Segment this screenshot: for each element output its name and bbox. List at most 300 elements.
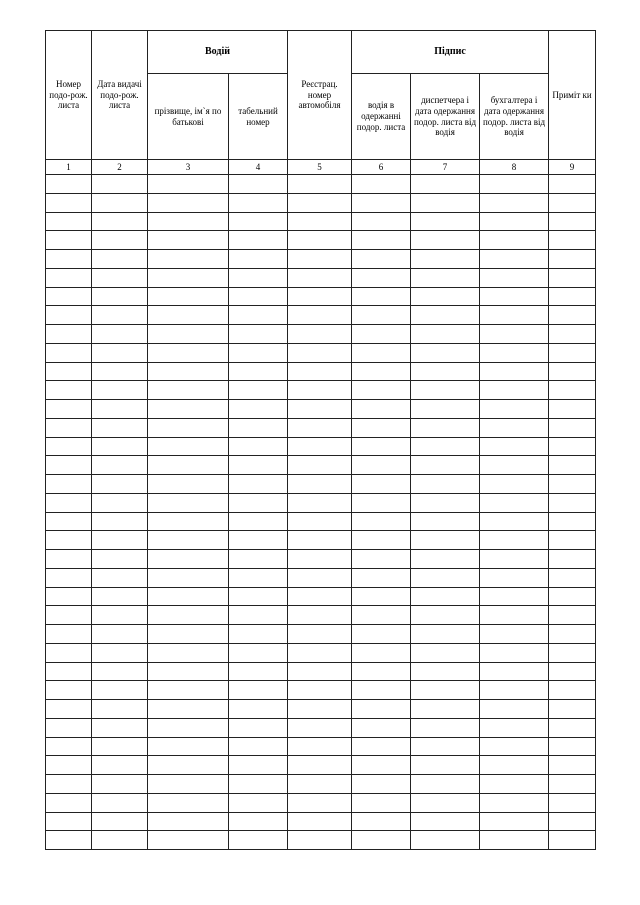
table-cell [229,175,288,194]
table-cell [549,587,596,606]
table-cell [480,231,549,250]
table-cell [148,512,229,531]
table-cell [229,550,288,569]
table-row [46,831,596,850]
table-cell [288,625,352,644]
table-row [46,606,596,625]
table-cell [411,493,480,512]
header-signature-group [352,31,549,74]
table-cell [288,193,352,212]
table-row [46,456,596,475]
table-cell [148,718,229,737]
table-row [46,362,596,381]
table-row [46,343,596,362]
table-cell [549,437,596,456]
header-signature-group-label: Підпис [434,46,466,57]
header-waybill-number [46,31,92,160]
table-cell [92,437,148,456]
table-cell [549,756,596,775]
table-cell [352,812,411,831]
table-cell [480,662,549,681]
table-cell [148,306,229,325]
table-row [46,250,596,269]
table-cell [480,700,549,719]
header-sign-dispatcher [411,74,480,160]
table-cell [92,550,148,569]
table-row [46,793,596,812]
table-cell [549,381,596,400]
table-cell [92,493,148,512]
table-cell [549,681,596,700]
table-cell [92,306,148,325]
table-cell [411,512,480,531]
table-cell [480,306,549,325]
header-driver-personnel-number-label: табельний номер [238,105,278,127]
table-cell [46,531,92,550]
table-cell [288,437,352,456]
table-cell [92,212,148,231]
table-cell [229,250,288,269]
table-cell [549,531,596,550]
table-cell [480,418,549,437]
table-cell [480,212,549,231]
table-cell [411,231,480,250]
table-cell [92,362,148,381]
table-cell [288,700,352,719]
table-cell [92,625,148,644]
table-cell [288,268,352,287]
table-cell [411,418,480,437]
table-row [46,175,596,194]
table-cell [480,175,549,194]
table-cell [288,400,352,419]
column-number: 8 [480,160,549,175]
table-cell [229,231,288,250]
table-row [46,550,596,569]
table-cell [92,775,148,794]
table-cell [480,437,549,456]
table-cell [92,268,148,287]
table-cell [229,400,288,419]
table-cell [46,475,92,494]
table-cell [411,718,480,737]
header-vehicle-reg-number-label: Реєстрац. номер автомобіля [298,78,341,111]
table-cell [148,643,229,662]
table-cell [480,325,549,344]
table-cell [229,512,288,531]
header-issue-date [92,31,148,160]
table-cell [229,287,288,306]
table-cell [229,812,288,831]
table-cell [480,587,549,606]
table-cell [411,643,480,662]
table-cell [46,793,92,812]
table-cell [411,587,480,606]
header-waybill-number-label: Номер подо-рож. листа [49,78,88,111]
table-cell [411,287,480,306]
table-cell [229,325,288,344]
table-cell [549,231,596,250]
table-cell [148,625,229,644]
table-cell [148,812,229,831]
table-cell [148,175,229,194]
table-cell [46,381,92,400]
table-cell [148,418,229,437]
table-cell [352,718,411,737]
table-cell [46,775,92,794]
table-cell [148,756,229,775]
table-cell [288,812,352,831]
table-cell [549,475,596,494]
table-cell [549,212,596,231]
table-cell [288,531,352,550]
table-cell [352,531,411,550]
table-cell [549,250,596,269]
table-row [46,643,596,662]
table-cell [46,831,92,850]
header-sign-accountant [480,74,549,160]
table-cell [288,212,352,231]
table-cell [288,418,352,437]
table-cell [352,212,411,231]
table-cell [46,250,92,269]
table-cell [288,587,352,606]
column-number: 5 [288,160,352,175]
table-cell [288,475,352,494]
table-cell [46,400,92,419]
header-sign-driver-label: водія в одержанні подор. листа [356,100,406,132]
table-cell [549,793,596,812]
table-cell [229,700,288,719]
table-cell [148,681,229,700]
table-row [46,287,596,306]
table-cell [229,193,288,212]
table-cell [411,700,480,719]
table-cell [549,700,596,719]
table-cell [148,287,229,306]
table-cell [480,362,549,381]
table-cell [411,362,480,381]
table-cell [549,737,596,756]
table-cell [352,325,411,344]
table-cell [411,812,480,831]
table-cell [411,325,480,344]
table-cell [352,681,411,700]
table-cell [46,231,92,250]
table-cell [92,587,148,606]
column-number: 2 [92,160,148,175]
table-cell [148,700,229,719]
table-cell [411,531,480,550]
table-cell [148,362,229,381]
table-cell [480,493,549,512]
table-cell [480,625,549,644]
table-cell [46,268,92,287]
table-cell [46,362,92,381]
table-cell [92,250,148,269]
table-cell [92,231,148,250]
table-cell [148,550,229,569]
table-cell [352,193,411,212]
table-cell [92,287,148,306]
table-cell [46,737,92,756]
table-cell [480,475,549,494]
table-cell [411,250,480,269]
table-cell [46,681,92,700]
table-cell [229,437,288,456]
table-cell [148,775,229,794]
table-cell [352,362,411,381]
table-cell [411,475,480,494]
table-cell [46,587,92,606]
table-cell [148,193,229,212]
table-cell [288,362,352,381]
table-cell [411,606,480,625]
table-cell [480,643,549,662]
table-cell [229,568,288,587]
table-cell [288,606,352,625]
table-cell [288,325,352,344]
table-cell [46,625,92,644]
table-cell [480,550,549,569]
table-cell [549,512,596,531]
table-cell [352,625,411,644]
table-cell [229,718,288,737]
table-cell [92,662,148,681]
table-cell [549,568,596,587]
table-cell [411,756,480,775]
table-cell [229,662,288,681]
table-cell [549,343,596,362]
table-cell [352,343,411,362]
table-cell [229,756,288,775]
table-cell [549,493,596,512]
table-cell [229,493,288,512]
table-row [46,756,596,775]
table-cell [480,287,549,306]
table-cell [229,531,288,550]
table-row [46,325,596,344]
header-vehicle-reg-number [288,31,352,160]
table-cell [229,625,288,644]
table-cell [480,775,549,794]
table-row [46,587,596,606]
table-cell [352,437,411,456]
table-cell [92,568,148,587]
table-cell [229,343,288,362]
table-cell [92,456,148,475]
table-cell [352,512,411,531]
table-cell [46,568,92,587]
table-cell [92,643,148,662]
table-cell [92,681,148,700]
table-cell [411,175,480,194]
table-cell [92,193,148,212]
table-cell [288,287,352,306]
table-cell [549,193,596,212]
table-cell [288,568,352,587]
column-number: 3 [148,160,229,175]
table-cell [92,512,148,531]
table-cell [549,718,596,737]
table-cell [92,343,148,362]
table-cell [229,475,288,494]
table-cell [352,418,411,437]
table-row [46,212,596,231]
table-row [46,418,596,437]
table-cell [549,287,596,306]
table-body [46,175,596,850]
table-cell [92,700,148,719]
table-cell [148,662,229,681]
table-cell [352,231,411,250]
table-row [46,775,596,794]
table-cell [352,475,411,494]
table-cell [288,550,352,569]
table-cell [411,625,480,644]
table-cell [92,475,148,494]
header-notes [549,31,596,160]
table-cell [288,793,352,812]
table-cell [480,343,549,362]
table-cell [148,737,229,756]
table-cell [411,568,480,587]
table-cell [352,456,411,475]
table-row [46,737,596,756]
table-cell [46,325,92,344]
table-cell [549,400,596,419]
table-cell [411,343,480,362]
table-cell [480,812,549,831]
table-cell [288,643,352,662]
table-cell [411,268,480,287]
table-cell [549,550,596,569]
table-cell [148,793,229,812]
table-cell [549,812,596,831]
table-cell [549,606,596,625]
table-cell [352,400,411,419]
table-cell [148,531,229,550]
table-cell [229,418,288,437]
table-cell [148,456,229,475]
table-cell [352,587,411,606]
table-cell [92,325,148,344]
table-row [46,193,596,212]
table-cell [46,606,92,625]
table-cell [288,456,352,475]
table-cell [549,775,596,794]
table-cell [480,737,549,756]
table-cell [92,718,148,737]
table-cell [46,512,92,531]
table-cell [229,793,288,812]
table-cell [352,268,411,287]
table-cell [229,212,288,231]
table-cell [46,306,92,325]
table-cell [92,400,148,419]
table-cell [352,381,411,400]
column-number: 6 [352,160,411,175]
table-cell [411,775,480,794]
table-cell [411,400,480,419]
header-sign-dispatcher-label: диспетчера і дата одержання подор. листа від водія [413,94,477,138]
table-cell [92,831,148,850]
table-cell [229,587,288,606]
table-cell [148,231,229,250]
table-cell [46,756,92,775]
table-cell [411,456,480,475]
waybill-register-table [45,30,596,850]
table-cell [229,831,288,850]
table-cell [411,306,480,325]
table-cell [229,456,288,475]
table-cell [229,737,288,756]
table-cell [411,437,480,456]
table-cell [549,662,596,681]
header-driver-full-name [148,74,229,160]
table-cell [411,381,480,400]
table-cell [46,700,92,719]
table-row [46,493,596,512]
table-cell [46,662,92,681]
table-cell [288,250,352,269]
table-cell [229,268,288,287]
column-number: 7 [411,160,480,175]
table-cell [229,681,288,700]
table-cell [288,681,352,700]
table-cell [46,193,92,212]
table-cell [92,812,148,831]
table-cell [480,512,549,531]
table-cell [288,343,352,362]
table-cell [352,250,411,269]
table-cell [148,381,229,400]
table-cell [46,550,92,569]
table-cell [288,231,352,250]
table-cell [480,456,549,475]
table-cell [549,625,596,644]
table-cell [148,268,229,287]
table-cell [480,268,549,287]
header-sign-accountant-label: бухгалтера і дата одержання подор. листа від водія [482,94,546,138]
table-cell [92,531,148,550]
table-cell [288,381,352,400]
table-cell [229,643,288,662]
table-cell [148,831,229,850]
table-row [46,268,596,287]
table-cell [411,212,480,231]
table-cell [549,325,596,344]
table-cell [480,793,549,812]
table-cell [92,793,148,812]
table-row [46,381,596,400]
table-cell [549,418,596,437]
table-cell [549,268,596,287]
table-cell [549,643,596,662]
table-cell [92,737,148,756]
table-cell [549,175,596,194]
table-cell [352,662,411,681]
table-row [46,231,596,250]
table-cell [92,606,148,625]
table-cell [46,212,92,231]
table-cell [352,493,411,512]
table-cell [229,381,288,400]
table-cell [352,550,411,569]
table-cell [92,175,148,194]
table-cell [352,700,411,719]
column-number-row [46,160,596,175]
